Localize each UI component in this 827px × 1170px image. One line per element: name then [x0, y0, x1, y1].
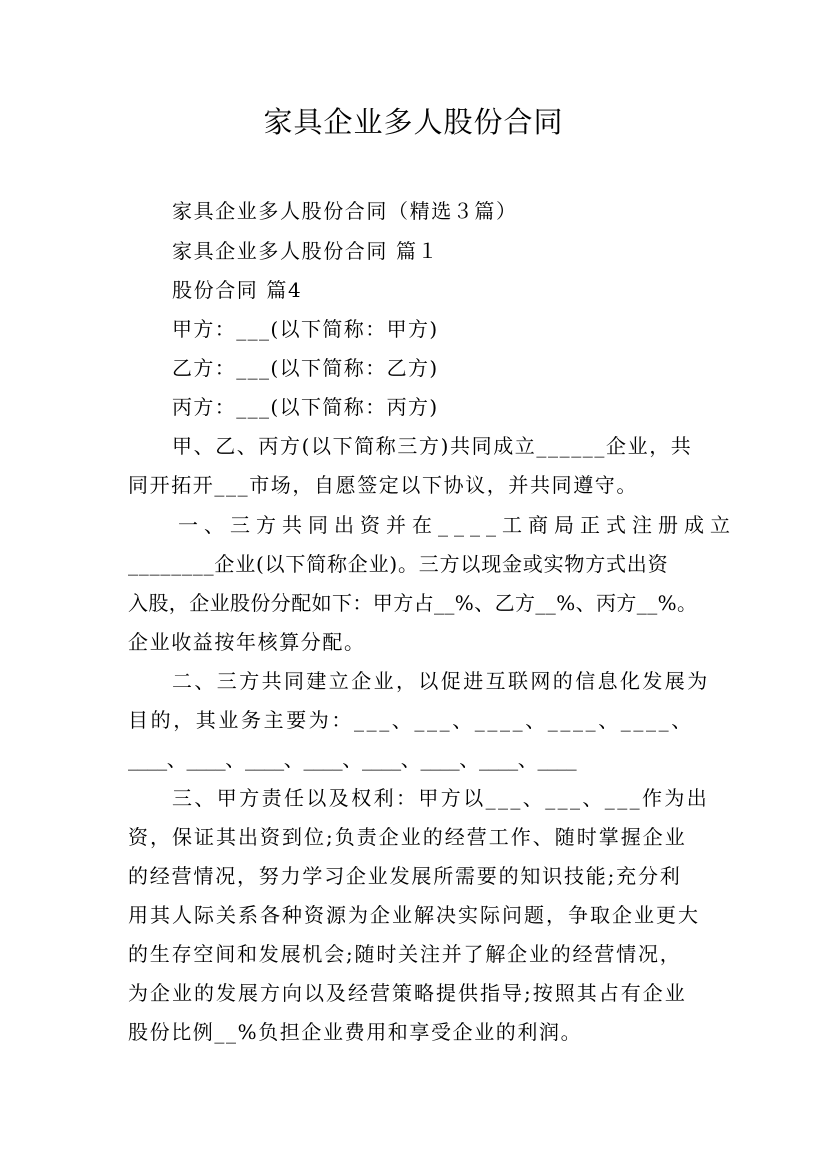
clause-3-line-2: 资，保证其出资到位;负责企业的经营工作、随时掌握企业: [128, 825, 687, 849]
party-a-line: 甲方：___(以下简称：甲方): [172, 317, 439, 341]
section-heading-2: 股份合同 篇4: [172, 278, 303, 302]
party-b-line: 乙方：___(以下简称：乙方): [172, 356, 439, 380]
document-title: 家具企业多人股份合同: [263, 105, 564, 139]
party-c-line: 丙方：___(以下简称：丙方): [172, 395, 439, 419]
clause-3-line-6: 为企业的发展方向以及经营策略提供指导;按照其占有企业: [128, 981, 687, 1005]
clause-3-line-7: 股份比例__%负担企业费用和享受企业的利润。: [128, 1020, 583, 1044]
clause-2-line-2: 目的，其业务主要为：___、___、____、____、____、: [128, 708, 694, 732]
clause-3-line-3: 的经营情况，努力学习企业发展所需要的知识技能;充分利: [128, 864, 682, 888]
clause-2-line-3: ____、____、____、____、____、____、____、____: [128, 747, 577, 771]
clause-3-line-5: 的生存空间和发展机会;随时关注并了解企业的经营情况，: [128, 942, 682, 966]
paragraph-intro-line-2: 同开拓开___市场，自愿签定以下协议，并共同遵守。: [128, 473, 638, 497]
paragraph-intro-line-1: 甲、乙、丙方(以下简称三方)共同成立______企业，共: [172, 434, 693, 458]
clause-2-line-1: 二、三方共同建立企业，以促进互联网的信息化发展为: [172, 669, 710, 693]
clause-1-line-2: ________企业(以下简称企业)。三方以现金或实物方式出资: [128, 552, 669, 576]
clause-3-line-4: 用其人际关系各种资源为企业解决实际问题，争取企业更大: [128, 903, 700, 927]
subtitle-line: 家具企业多人股份合同（精选３篇）: [172, 199, 518, 223]
clause-1-line-3: 入股，企业股份分配如下：甲方占__%、乙方__%、丙方__%。: [128, 591, 698, 615]
clause-1-line-4: 企业收益按年核算分配。: [128, 630, 366, 654]
clause-3-line-1: 三、甲方责任以及权利：甲方以___、___、___作为出: [172, 786, 710, 810]
clause-1-line-1: 一、三方共同出资并在____工商局正式注册成立: [178, 513, 736, 537]
section-heading-1: 家具企业多人股份合同 篇１: [172, 239, 440, 263]
